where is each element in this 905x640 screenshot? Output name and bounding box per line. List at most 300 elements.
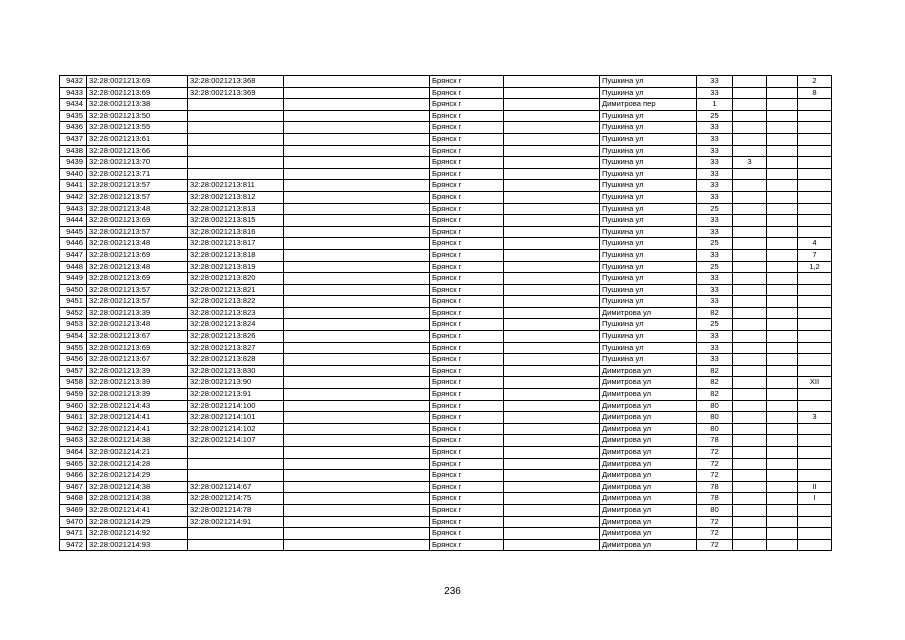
apartment-cell <box>798 447 832 459</box>
table-row <box>60 539 832 551</box>
blank-cell <box>284 400 430 412</box>
apartment-cell <box>798 110 832 122</box>
blank-cell <box>504 423 600 435</box>
street-cell: Пушкина ул <box>600 191 697 203</box>
row-number-cell: 9435 <box>60 110 87 122</box>
blank-cell <box>284 145 430 157</box>
cadastral-object-cell <box>188 157 284 169</box>
building-cell <box>733 319 767 331</box>
blank-cell <box>504 133 600 145</box>
extra-cell <box>767 528 798 540</box>
street-cell: Димитрова ул <box>600 377 697 389</box>
apartment-cell <box>798 284 832 296</box>
cadastral-object-cell: 32:28:0021213:817 <box>188 238 284 250</box>
house-number-cell: 33 <box>697 354 733 366</box>
table-row <box>60 516 832 528</box>
row-number-cell: 9444 <box>60 215 87 227</box>
cadastral-object-cell: 32:28:0021213:827 <box>188 342 284 354</box>
cadastral-object-cell: 32:28:0021213:91 <box>188 389 284 401</box>
row-number-cell: 9456 <box>60 354 87 366</box>
cadastral-number-cell: 32:28:0021213:39 <box>87 307 188 319</box>
building-cell <box>733 354 767 366</box>
table-row <box>60 180 832 192</box>
city-cell: Брянск г <box>430 504 504 516</box>
house-number-cell: 82 <box>697 365 733 377</box>
blank-cell <box>284 273 430 285</box>
house-number-cell: 72 <box>697 470 733 482</box>
apartment-cell: II <box>798 481 832 493</box>
cadastral-object-cell: 32:28:0021213:368 <box>188 76 284 88</box>
blank-cell <box>284 389 430 401</box>
apartment-cell <box>798 191 832 203</box>
extra-cell <box>767 377 798 389</box>
row-number-cell: 9461 <box>60 412 87 424</box>
cadastral-number-cell: 32:28:0021213:66 <box>87 145 188 157</box>
blank-cell <box>504 203 600 215</box>
table-row <box>60 145 832 157</box>
blank-cell <box>504 226 600 238</box>
apartment-cell <box>798 342 832 354</box>
house-number-cell: 72 <box>697 528 733 540</box>
cadastral-object-cell: 32:28:0021213:369 <box>188 87 284 99</box>
street-cell: Пушкина ул <box>600 319 697 331</box>
city-cell: Брянск г <box>430 400 504 412</box>
apartment-cell <box>798 122 832 134</box>
building-cell <box>733 133 767 145</box>
cadastral-object-cell <box>188 470 284 482</box>
cadastral-object-cell <box>188 110 284 122</box>
street-cell: Димитрова ул <box>600 423 697 435</box>
registry-table-body <box>60 76 832 551</box>
extra-cell <box>767 145 798 157</box>
blank-cell <box>284 133 430 145</box>
blank-cell <box>504 470 600 482</box>
building-cell <box>733 110 767 122</box>
extra-cell <box>767 400 798 412</box>
extra-cell <box>767 273 798 285</box>
cadastral-object-cell: 32:28:0021213:824 <box>188 319 284 331</box>
table-row <box>60 458 832 470</box>
building-cell <box>733 458 767 470</box>
house-number-cell: 33 <box>697 191 733 203</box>
cadastral-object-cell <box>188 458 284 470</box>
table-row <box>60 342 832 354</box>
cadastral-number-cell: 32:28:0021214:38 <box>87 481 188 493</box>
cadastral-object-cell: 32:28:0021213:820 <box>188 273 284 285</box>
street-cell: Пушкина ул <box>600 157 697 169</box>
blank-cell <box>504 389 600 401</box>
street-cell: Димитрова ул <box>600 412 697 424</box>
blank-cell <box>284 481 430 493</box>
row-number-cell: 9460 <box>60 400 87 412</box>
blank-cell <box>284 110 430 122</box>
cadastral-number-cell: 32:28:0021213:70 <box>87 157 188 169</box>
apartment-cell <box>798 273 832 285</box>
blank-cell <box>504 307 600 319</box>
row-number-cell: 9448 <box>60 261 87 273</box>
street-cell: Пушкина ул <box>600 273 697 285</box>
city-cell: Брянск г <box>430 307 504 319</box>
apartment-cell <box>798 145 832 157</box>
apartment-cell: 2 <box>798 76 832 88</box>
city-cell: Брянск г <box>430 319 504 331</box>
cadastral-number-cell: 32:28:0021213:48 <box>87 203 188 215</box>
extra-cell <box>767 470 798 482</box>
cadastral-number-cell: 32:28:0021213:39 <box>87 389 188 401</box>
table-row <box>60 273 832 285</box>
table-row <box>60 377 832 389</box>
street-cell: Пушкина ул <box>600 331 697 343</box>
row-number-cell: 9451 <box>60 296 87 308</box>
blank-cell <box>284 504 430 516</box>
row-number-cell: 9443 <box>60 203 87 215</box>
blank-cell <box>284 516 430 528</box>
blank-cell <box>284 493 430 505</box>
extra-cell <box>767 284 798 296</box>
city-cell: Брянск г <box>430 203 504 215</box>
table-row <box>60 447 832 459</box>
apartment-cell <box>798 203 832 215</box>
cadastral-number-cell: 32:28:0021213:69 <box>87 342 188 354</box>
extra-cell <box>767 249 798 261</box>
cadastral-object-cell: 32:28:0021213:90 <box>188 377 284 389</box>
apartment-cell: 8 <box>798 87 832 99</box>
blank-cell <box>504 447 600 459</box>
house-number-cell: 25 <box>697 203 733 215</box>
cadastral-number-cell: 32:28:0021213:67 <box>87 331 188 343</box>
table-row <box>60 249 832 261</box>
cadastral-number-cell: 32:28:0021213:61 <box>87 133 188 145</box>
table-row <box>60 238 832 250</box>
house-number-cell: 78 <box>697 435 733 447</box>
table-row <box>60 76 832 88</box>
blank-cell <box>284 180 430 192</box>
building-cell <box>733 331 767 343</box>
building-cell <box>733 249 767 261</box>
city-cell: Брянск г <box>430 238 504 250</box>
street-cell: Димитрова ул <box>600 528 697 540</box>
street-cell: Пушкина ул <box>600 180 697 192</box>
city-cell: Брянск г <box>430 145 504 157</box>
extra-cell <box>767 180 798 192</box>
house-number-cell: 25 <box>697 319 733 331</box>
apartment-cell <box>798 215 832 227</box>
cadastral-number-cell: 32:28:0021213:39 <box>87 365 188 377</box>
row-number-cell: 9432 <box>60 76 87 88</box>
street-cell: Пушкина ул <box>600 87 697 99</box>
building-cell <box>733 238 767 250</box>
apartment-cell: 3 <box>798 412 832 424</box>
row-number-cell: 9459 <box>60 389 87 401</box>
extra-cell <box>767 203 798 215</box>
blank-cell <box>504 400 600 412</box>
apartment-cell <box>798 423 832 435</box>
blank-cell <box>504 481 600 493</box>
building-cell <box>733 122 767 134</box>
cadastral-object-cell: 32:28:0021213:816 <box>188 226 284 238</box>
house-number-cell: 72 <box>697 447 733 459</box>
city-cell: Брянск г <box>430 539 504 551</box>
city-cell: Брянск г <box>430 215 504 227</box>
row-number-cell: 9462 <box>60 423 87 435</box>
extra-cell <box>767 168 798 180</box>
row-number-cell: 9463 <box>60 435 87 447</box>
extra-cell <box>767 481 798 493</box>
blank-cell <box>504 191 600 203</box>
table-row <box>60 412 832 424</box>
row-number-cell: 9470 <box>60 516 87 528</box>
building-cell <box>733 87 767 99</box>
extra-cell <box>767 191 798 203</box>
blank-cell <box>284 157 430 169</box>
house-number-cell: 72 <box>697 539 733 551</box>
city-cell: Брянск г <box>430 76 504 88</box>
cadastral-object-cell <box>188 168 284 180</box>
blank-cell <box>504 377 600 389</box>
street-cell: Пушкина ул <box>600 238 697 250</box>
table-row <box>60 365 832 377</box>
city-cell: Брянск г <box>430 133 504 145</box>
extra-cell <box>767 331 798 343</box>
table-row <box>60 307 832 319</box>
table-row <box>60 319 832 331</box>
row-number-cell: 9449 <box>60 273 87 285</box>
building-cell <box>733 145 767 157</box>
house-number-cell: 78 <box>697 481 733 493</box>
cadastral-object-cell: 32:28:0021214:67 <box>188 481 284 493</box>
blank-cell <box>504 342 600 354</box>
cadastral-number-cell: 32:28:0021214:28 <box>87 458 188 470</box>
row-number-cell: 9434 <box>60 99 87 111</box>
building-cell <box>733 180 767 192</box>
house-number-cell: 33 <box>697 296 733 308</box>
blank-cell <box>504 296 600 308</box>
apartment-cell <box>798 307 832 319</box>
house-number-cell: 33 <box>697 133 733 145</box>
blank-cell <box>504 168 600 180</box>
cadastral-number-cell: 32:28:0021213:69 <box>87 249 188 261</box>
blank-cell <box>504 76 600 88</box>
city-cell: Брянск г <box>430 481 504 493</box>
house-number-cell: 25 <box>697 238 733 250</box>
apartment-cell <box>798 331 832 343</box>
table-row <box>60 493 832 505</box>
blank-cell <box>504 504 600 516</box>
registry-table <box>59 75 832 551</box>
row-number-cell: 9437 <box>60 133 87 145</box>
city-cell: Брянск г <box>430 99 504 111</box>
cadastral-number-cell: 32:28:0021214:92 <box>87 528 188 540</box>
blank-cell <box>284 238 430 250</box>
house-number-cell: 33 <box>697 226 733 238</box>
city-cell: Брянск г <box>430 157 504 169</box>
row-number-cell: 9455 <box>60 342 87 354</box>
blank-cell <box>504 284 600 296</box>
city-cell: Брянск г <box>430 389 504 401</box>
street-cell: Димитрова ул <box>600 365 697 377</box>
city-cell: Брянск г <box>430 470 504 482</box>
street-cell: Пушкина ул <box>600 110 697 122</box>
city-cell: Брянск г <box>430 331 504 343</box>
row-number-cell: 9454 <box>60 331 87 343</box>
blank-cell <box>504 458 600 470</box>
blank-cell <box>284 76 430 88</box>
street-cell: Димитрова ул <box>600 307 697 319</box>
building-cell <box>733 493 767 505</box>
house-number-cell: 33 <box>697 342 733 354</box>
city-cell: Брянск г <box>430 261 504 273</box>
city-cell: Брянск г <box>430 365 504 377</box>
cadastral-object-cell <box>188 447 284 459</box>
city-cell: Брянск г <box>430 284 504 296</box>
cadastral-number-cell: 32:28:0021213:69 <box>87 215 188 227</box>
extra-cell <box>767 133 798 145</box>
apartment-cell <box>798 157 832 169</box>
street-cell: Димитрова ул <box>600 400 697 412</box>
cadastral-number-cell: 32:28:0021213:57 <box>87 296 188 308</box>
building-cell <box>733 191 767 203</box>
house-number-cell: 25 <box>697 110 733 122</box>
table-row <box>60 400 832 412</box>
table-row <box>60 110 832 122</box>
house-number-cell: 80 <box>697 504 733 516</box>
house-number-cell: 72 <box>697 458 733 470</box>
table-row <box>60 122 832 134</box>
cadastral-object-cell: 32:28:0021214:101 <box>188 412 284 424</box>
blank-cell <box>284 365 430 377</box>
extra-cell <box>767 493 798 505</box>
apartment-cell <box>798 296 832 308</box>
building-cell <box>733 516 767 528</box>
city-cell: Брянск г <box>430 87 504 99</box>
cadastral-number-cell: 32:28:0021213:55 <box>87 122 188 134</box>
blank-cell <box>284 261 430 273</box>
blank-cell <box>504 87 600 99</box>
cadastral-number-cell: 32:28:0021214:38 <box>87 435 188 447</box>
row-number-cell: 9440 <box>60 168 87 180</box>
table-row <box>60 481 832 493</box>
cadastral-object-cell: 32:28:0021213:821 <box>188 284 284 296</box>
cadastral-number-cell: 32:28:0021214:29 <box>87 470 188 482</box>
blank-cell <box>284 435 430 447</box>
building-cell: 3 <box>733 157 767 169</box>
blank-cell <box>504 516 600 528</box>
blank-cell <box>284 342 430 354</box>
building-cell <box>733 412 767 424</box>
table-row <box>60 504 832 516</box>
cadastral-object-cell: 32:28:0021214:75 <box>188 493 284 505</box>
extra-cell <box>767 261 798 273</box>
apartment-cell: XII <box>798 377 832 389</box>
blank-cell <box>284 307 430 319</box>
row-number-cell: 9441 <box>60 180 87 192</box>
table-row <box>60 203 832 215</box>
cadastral-number-cell: 32:28:0021213:57 <box>87 226 188 238</box>
street-cell: Димитрова ул <box>600 493 697 505</box>
building-cell <box>733 296 767 308</box>
table-row <box>60 389 832 401</box>
street-cell: Димитрова ул <box>600 539 697 551</box>
table-row <box>60 168 832 180</box>
table-row <box>60 354 832 366</box>
street-cell: Пушкина ул <box>600 342 697 354</box>
city-cell: Брянск г <box>430 516 504 528</box>
table-row <box>60 99 832 111</box>
building-cell <box>733 447 767 459</box>
table-row <box>60 226 832 238</box>
blank-cell <box>284 284 430 296</box>
cadastral-object-cell: 32:28:0021213:813 <box>188 203 284 215</box>
cadastral-number-cell: 32:28:0021213:38 <box>87 99 188 111</box>
blank-cell <box>504 435 600 447</box>
extra-cell <box>767 226 798 238</box>
apartment-cell: I <box>798 493 832 505</box>
extra-cell <box>767 447 798 459</box>
cadastral-object-cell: 32:28:0021214:91 <box>188 516 284 528</box>
apartment-cell <box>798 528 832 540</box>
cadastral-number-cell: 32:28:0021213:69 <box>87 76 188 88</box>
street-cell: Пушкина ул <box>600 261 697 273</box>
table-row <box>60 157 832 169</box>
apartment-cell: 7 <box>798 249 832 261</box>
blank-cell <box>284 412 430 424</box>
house-number-cell: 82 <box>697 389 733 401</box>
blank-cell <box>504 331 600 343</box>
building-cell <box>733 400 767 412</box>
row-number-cell: 9472 <box>60 539 87 551</box>
house-number-cell: 80 <box>697 423 733 435</box>
city-cell: Брянск г <box>430 354 504 366</box>
street-cell: Димитрова пер <box>600 99 697 111</box>
cadastral-object-cell: 32:28:0021214:100 <box>188 400 284 412</box>
house-number-cell: 33 <box>697 331 733 343</box>
cadastral-number-cell: 32:28:0021213:57 <box>87 191 188 203</box>
cadastral-number-cell: 32:28:0021214:38 <box>87 493 188 505</box>
apartment-cell <box>798 516 832 528</box>
extra-cell <box>767 307 798 319</box>
cadastral-number-cell: 32:28:0021213:69 <box>87 87 188 99</box>
cadastral-object-cell: 32:28:0021213:822 <box>188 296 284 308</box>
apartment-cell <box>798 389 832 401</box>
house-number-cell: 33 <box>697 273 733 285</box>
building-cell <box>733 273 767 285</box>
table-row <box>60 215 832 227</box>
building-cell <box>733 481 767 493</box>
cadastral-object-cell: 32:28:0021213:811 <box>188 180 284 192</box>
extra-cell <box>767 412 798 424</box>
blank-cell <box>284 191 430 203</box>
building-cell <box>733 215 767 227</box>
city-cell: Брянск г <box>430 180 504 192</box>
row-number-cell: 9433 <box>60 87 87 99</box>
city-cell: Брянск г <box>430 168 504 180</box>
street-cell: Пушкина ул <box>600 226 697 238</box>
building-cell <box>733 435 767 447</box>
table-row <box>60 435 832 447</box>
blank-cell <box>284 296 430 308</box>
row-number-cell: 9453 <box>60 319 87 331</box>
building-cell <box>733 504 767 516</box>
street-cell: Димитрова ул <box>600 389 697 401</box>
city-cell: Брянск г <box>430 493 504 505</box>
extra-cell <box>767 539 798 551</box>
cadastral-number-cell: 32:28:0021214:29 <box>87 516 188 528</box>
blank-cell <box>284 215 430 227</box>
page-number: 236 <box>444 586 461 597</box>
row-number-cell: 9450 <box>60 284 87 296</box>
building-cell <box>733 307 767 319</box>
blank-cell <box>284 470 430 482</box>
